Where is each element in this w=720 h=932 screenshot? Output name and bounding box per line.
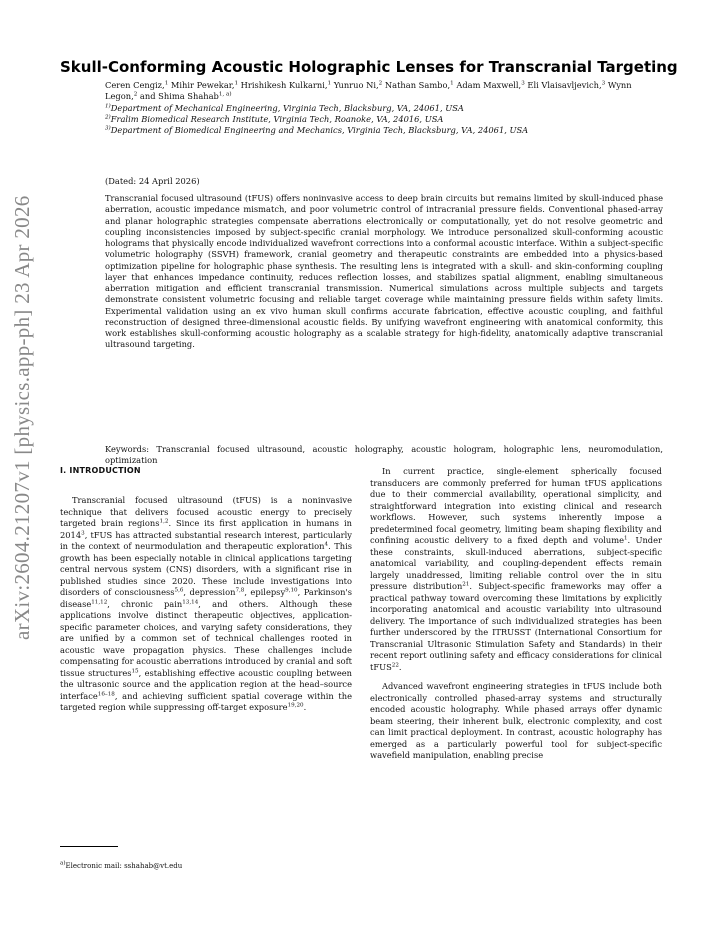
- author-affiliation-mark: 3: [601, 80, 606, 87]
- affiliation-mark: 3): [105, 125, 111, 132]
- affiliation-mark: 1): [105, 103, 111, 110]
- author-name: Adam Maxwell,: [456, 80, 522, 90]
- author-affiliation-mark: 1, a): [218, 91, 232, 98]
- citation-ref: 5,6: [174, 587, 184, 594]
- citation-ref: 13,14: [182, 599, 199, 605]
- footnote-rule: [60, 846, 118, 847]
- citation-ref: 21: [462, 581, 470, 588]
- affiliation-list: [105, 103, 665, 137]
- body-text: , tFUS has attracted substantial research interest, particularly in the context of neurmodulation and therapeutic exploration: [60, 529, 352, 551]
- body-text: Advanced wavefront engineering strategies in tFUS include both electronically controlled phased-array systems and structurally encoded acoustic holography. While phased arrays offer dynamic beam steering, their inherent bulk, electronic complexity, and cost can limit practical deployment. In contrast, acoustic holography has emerged as a particularly powerful tool for subject-specific wavefield manipulation, enabling precise: [370, 681, 662, 760]
- date-line: (Dated: 24 April 2026): [105, 176, 200, 186]
- author-name: Yunruo Ni,: [333, 80, 379, 90]
- author-affiliation-mark: 3: [521, 80, 525, 87]
- arxiv-identifier: arXiv:2604.21207v1 [physics.app-ph] 23 Apr 2026: [10, 195, 34, 640]
- body-text: . Subject-specific frameworks may offer a practical pathway toward overcoming these limitations by explicitly incorporating anatomical and acoustic variability into ultrasound delivery. The importance of such individualized strategies has been further underscored by the ITRUSST (International Consortium for Transcranial Ultrasonic Stimulation Safety and Standards) in their recent report outlining safety and efficacy considerations for clinical tFUS: [370, 581, 662, 672]
- author-name: Hrishikesh Kulkarni,: [240, 80, 328, 90]
- affiliation-mark: 2): [105, 114, 111, 121]
- citation-ref: 11,12: [91, 599, 108, 605]
- footnote-text: Electronic mail: sshahab@vt.edu: [65, 862, 183, 870]
- body-text: , and achieving sufficient spatial coverage within the targeted region while suppressing off-target exposure: [60, 690, 352, 712]
- author-name: Eli Vlaisavljevich,: [527, 80, 602, 90]
- citation-ref: 3: [81, 530, 85, 536]
- author-name: Nathan Sambo,: [384, 80, 451, 90]
- citation-ref: 1,2: [159, 518, 169, 525]
- author-affiliation-mark: 1: [164, 80, 169, 87]
- author-affiliation-mark: 1: [327, 80, 332, 87]
- body-text: , epilepsy: [244, 587, 286, 597]
- abstract: Transcranial focused ultrasound (tFUS) offers noninvasive access to deep brain circuits but remains limited by skull-induced phase aberration, acoustic impedance mismatch, and poor volumetric control of intracranial pressure fields. Conventional phased-array and planar holographic strategies compensate aberrations electronically or computationally, yet do not resolve geometric and coupling inconsistencies imposed by subject-specific cranial morphology. We introduce personalized skull-conforming acoustic holograms that physically encode individualized wavefront corrections into a conformal acoustic interface. Within a subject-specific volumetric holography (SSVH) framework, cranial geometry and therapeutic constraints are embedded into a physics-based optimization pipeline for holographic phase synthesis. The resulting lens is integrated with a skull- and skin-conforming coupling layer that enhances impedance continuity, reduces reflection losses, and stabilizes spatial alignment, enabling simultaneous aberration mitigation and efficient transcranial transmission. Numerical simulations across multiple subjects and targets demonstrate consistent volumetric focusing and reliable target coverage while maintaining pressure fields within safety limits. Experimental validation using an ex vivo human skull confirms accurate fabrication, effective acoustic coupling, and faithful reconstruction of designed three-dimensional acoustic fields. By unifying wavefront engineering with anatomical conformity, this work establishes skull-conforming acoustic holography as a scalable strategy for high-fidelity, anatomically adaptive transcranial ultrasound targeting.: [105, 193, 663, 350]
- paper-title: Skull-Conforming Acoustic Holographic Lenses for Transcranial Targeting: [60, 58, 678, 76]
- author-name: and Shima Shahab: [139, 91, 219, 102]
- body-text: .: [398, 661, 402, 672]
- body-text: . Under these constraints, skull-induced aberrations, subject-specific anatomical variability, and coupling-dependent effects remain largely unaddressed, limiting reliable control over the in situ pressure distribution: [370, 535, 662, 591]
- affiliation-text: Department of Mechanical Engineering, Virginia Tech, Blacksburg, VA, 24061, USA: [110, 103, 464, 113]
- citation-ref: 15: [131, 668, 139, 674]
- author-affiliation-mark: 2: [378, 80, 383, 87]
- body-text: In current practice, single-element spherically focused transducers are commonly preferred for human tFUS applications due to their commercial availability, operational simplicity, and straightforward integration into existing clinical and research workflows. However, such systems inherently impose a predetermined focal geometry, limiting beam shaping flexibility and confining acoustic delivery to a fixed depth and volume: [370, 466, 662, 545]
- author-list: [105, 80, 665, 102]
- body-text: , and others. Although these applications involve distinct therapeutic objectives, application-specific parameter choices, and varying safety considerations, they are unified by a common set of technical challenges rooted in acoustic wave propagation physics. These challenges include compensating for acoustic aberrations introduced by cranial and soft tissue structures: [60, 598, 352, 678]
- citation-ref: 1: [623, 535, 628, 542]
- footnote-mark: a): [60, 860, 66, 867]
- citation-ref: 9,10: [285, 587, 298, 594]
- author-name: Ceren Cengiz,: [105, 80, 165, 90]
- body-text: , chronic pain: [107, 598, 183, 609]
- author-affiliation-mark: 2: [133, 91, 138, 98]
- body-text: , establishing effective acoustic coupling between the ultrasonic source and the application region at the head–source interface: [60, 667, 352, 701]
- keywords: Keywords: Transcranial focused ultrasound, acoustic holography, acoustic hologram, holographic lens, neuromodulation, optimization: [105, 444, 663, 466]
- author-affiliation-mark: 1: [450, 80, 454, 87]
- intro-paragraph: [60, 495, 352, 714]
- left-column: [60, 495, 352, 714]
- citation-ref: 7,8: [235, 587, 245, 594]
- citation-ref: 4: [324, 541, 329, 548]
- body-text: Transcranial focused ultrasound (tFUS) is a noninvasive technique that delivers focused acoustic energy to precisely targeted brain regions: [60, 495, 352, 528]
- affiliation-text: Department of Biomedical Engineering and Mechanics, Virginia Tech, Blacksburg, VA, 24061, USA: [110, 125, 529, 136]
- body-text: , Parkinson's disease: [60, 587, 352, 609]
- author-name: Mihir Pewekar,: [170, 80, 235, 90]
- citation-ref: 22: [391, 662, 399, 668]
- affiliation-text: Fralim Biomedical Research Institute, Virginia Tech, Roanoke, VA, 24016, USA: [110, 114, 444, 125]
- affiliation: [105, 125, 665, 136]
- footnote: [60, 862, 182, 870]
- intro-paragraph: [370, 466, 662, 673]
- body-text: . Since its first application in humans in 2014: [60, 518, 352, 540]
- right-column: [370, 466, 662, 762]
- author-affiliation-mark: 1: [234, 80, 239, 87]
- affiliation: [105, 114, 665, 125]
- citation-ref: 16–18: [97, 691, 115, 697]
- body-text: . This growth has been especially notable in clinical applications targeting central nervous system (CNS) disorders, with a significant rise in published studies since 2020. These include investigations into disorders of consciousness: [60, 541, 352, 597]
- author-name: Wynn Legon,: [105, 80, 632, 102]
- intro-paragraph: [370, 681, 662, 762]
- affiliation: [105, 103, 665, 114]
- section-heading: I. INTRODUCTION: [60, 466, 141, 475]
- citation-ref: 19,20: [287, 702, 304, 709]
- body-text: , depression: [183, 587, 236, 597]
- body-text: .: [303, 702, 307, 712]
